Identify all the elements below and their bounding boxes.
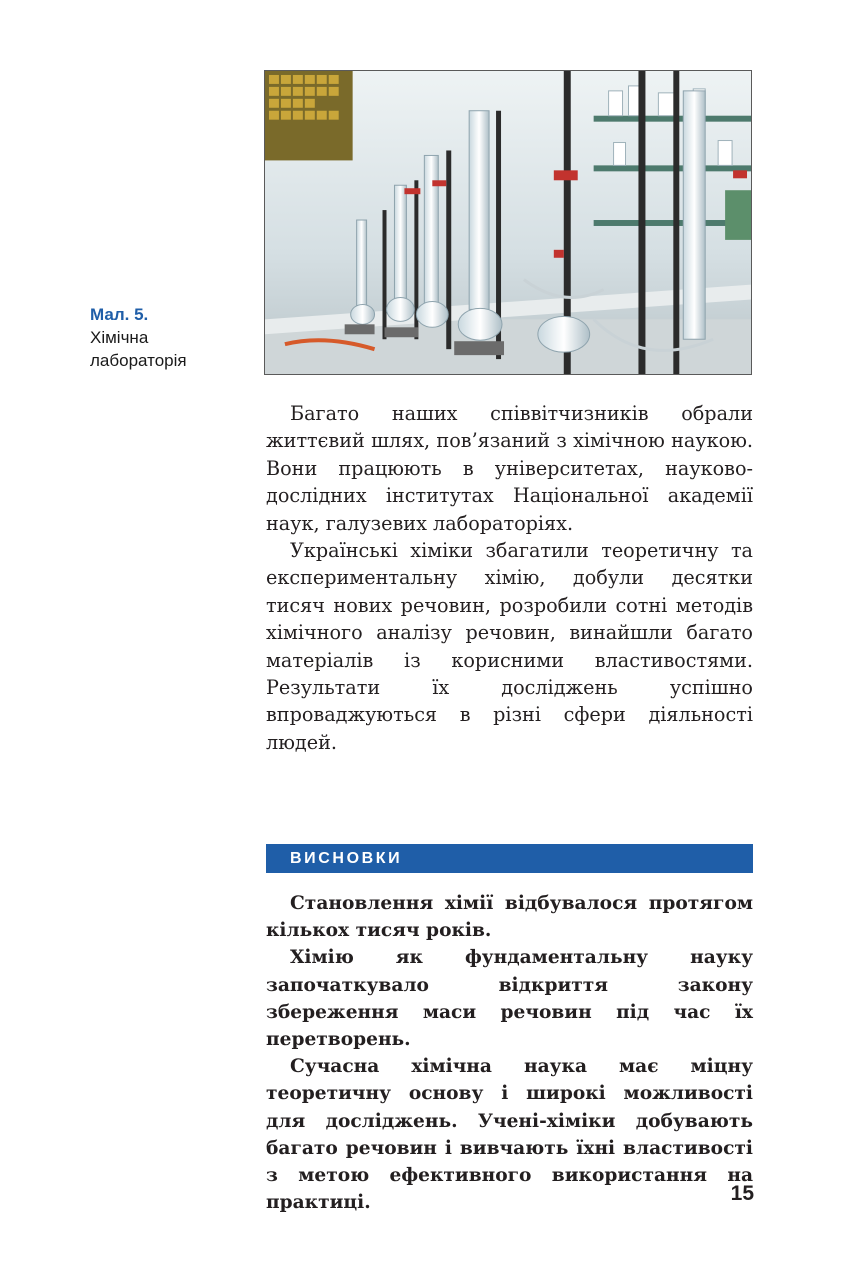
conclusions-text (266, 890, 753, 1216)
paragraph: Багато наших співвітчизників обрали життєвий шлях, пов’язаний з хімічною наукою. Вони працюють в університетах, науково-дослідних інститутах Національної академії наук, галузевих лабораторіях. (266, 402, 753, 535)
conclusions-heading: ВИСНОВКИ (266, 844, 753, 873)
figure-caption-line-1: Хімічна (90, 328, 149, 347)
conclusion-paragraph: Хімію як фундаментальну науку започаткувало відкриття закону збереження маси речовин під час їх перетворень. (266, 947, 753, 1051)
main-text (266, 400, 753, 756)
figure-number: Мал. 5. (90, 305, 149, 324)
conclusion-paragraph: Становлення хімії відбувалося протягом кількох тисяч років. (266, 893, 753, 942)
paragraph: Українські хіміки збагатили теоретичну та експериментальну хімію, добули десятки тисяч нових речовин, розробили сотні методів хімічного аналізу речовин, винайшли багато матеріалів із корисними властивостями. Результати їх досліджень успішно впроваджуються в різні сфери діяльності людей. (266, 539, 753, 754)
figure-caption-line-2: лабораторія (90, 351, 187, 370)
lab-photo-illustration (265, 71, 751, 374)
lab-photo (264, 70, 752, 375)
figure-caption (90, 303, 250, 372)
conclusion-paragraph: Сучасна хімічна наука має міцну теоретичну основу і широкі можливості для досліджень. Учені-хіміки добувають багато речовин і вивчають їхні властивості з метою ефективного використання на практиці. (266, 1056, 753, 1214)
page-number: 15 (730, 1182, 754, 1205)
